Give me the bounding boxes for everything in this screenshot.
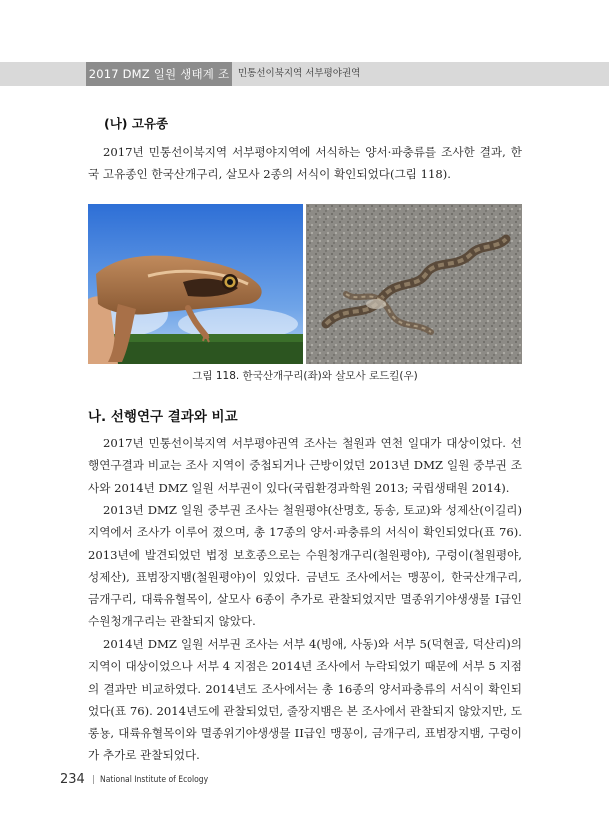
frog-photo — [88, 204, 303, 364]
paragraph-3: 2014년 DMZ 일원 서부권 조사는 서부 4(빙애, 사동)와 서부 5(덕현골, 덕산리)의 지역이 대상이었으나 서부 4 지점은 2014년 조사에서 누락되었기 때문에 서부 5 지점의 결과만 비교하였다. 2014년도 조사에서는 총 16종의 양서파충류의 서식이 확인되었다(표 76). 2014년도에 관찰되었던, 줄장지뱀은 본 조사에서 관찰되지 않았지만, 도롱뇽, 대륙유혈목이와 멸종위기야생생물 II급인 맹꽁이, 금개구리, 표범장지뱀, 구렁이가 추가로 관찰되었다. — [88, 637, 522, 763]
figure-caption: 그림 118. 한국산개구리(좌)와 살모사 로드킬(우) — [192, 370, 418, 382]
footer-separator: | — [92, 775, 96, 785]
section-title: 나. 선행연구 결과와 비교 — [88, 409, 238, 425]
subsection-title: (나) 고유종 — [104, 116, 169, 131]
roadkill-photo — [306, 204, 522, 364]
header-title: 2017 DMZ 일원 생태계 조사 — [86, 62, 232, 86]
paragraph-1: 2017년 민통선이북지역 서부평야권역 조사는 철원과 연천 일대가 대상이었다. 선행연구결과 비교는 조사 지역이 중첩되거나 근방이었던 2013년 DMZ 일원 중부권 조사와 2014년 DMZ 일원 서부권이 있다(국립환경과학원 2013; 국립생태원 2014). — [88, 436, 522, 495]
paragraph-endemic: 2017년 민통선이북지역 서부평야지역에 서식하는 양서·파충류를 조사한 결과, 한국 고유종인 한국산개구리, 살모사 2종의 서식이 확인되었다(그림 118). — [88, 145, 522, 182]
footer-institute: National Institute of Ecology — [100, 775, 209, 785]
header-subtitle: 민통선이북지역 서부평야권역 — [238, 68, 361, 79]
page-number: 234 — [60, 772, 85, 787]
paragraph-2: 2013년 DMZ 일원 중부권 조사는 철원평야(산명호, 동송, 토교)와 성제산(이길리) 지역에서 조사가 이루어 졌으며, 총 17종의 양서·파충류의 서식이 확인되었다(표 76). 2013년에 발견되었던 법정 보호종으로는 수원청개구리(철원평야), 구렁이(철원평야, 성제산), 표범장지뱀(철원평야)이 있었다. 금년도 조사에서는 맹꽁이, 한국산개구리, 금개구리, 대륙유혈목이, 살모사 6종이 추가로 관찰되었지만 멸종위기야생생물 I급인 수원청개구리는 관찰되지 않았다. — [88, 503, 522, 629]
